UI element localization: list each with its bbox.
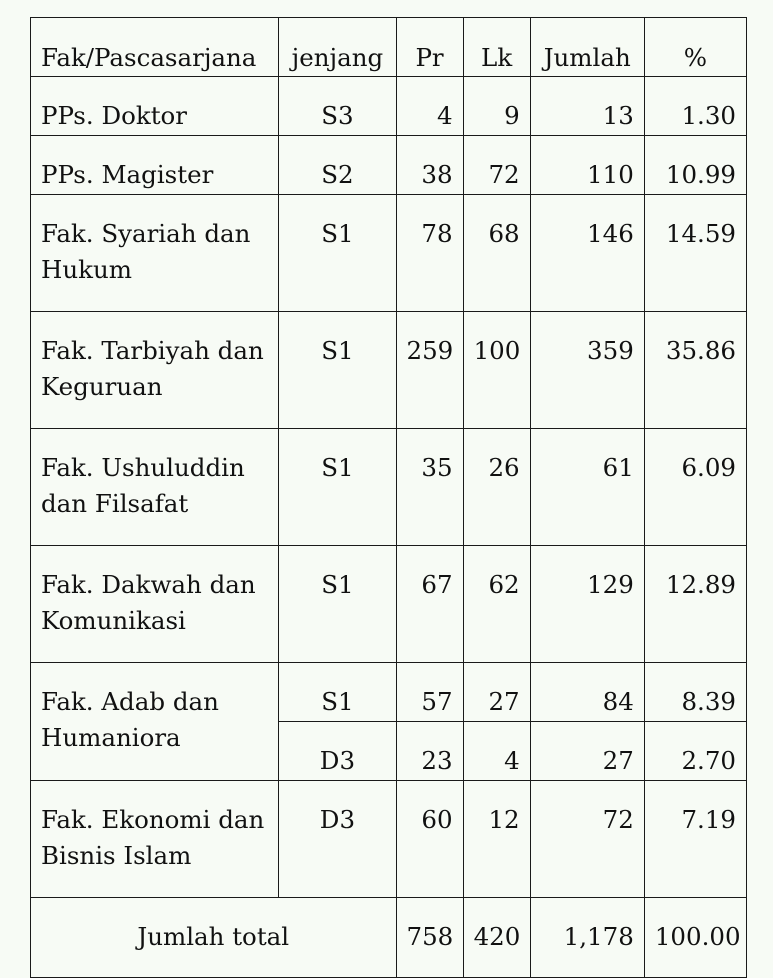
cell-jenjang: S1 xyxy=(279,195,396,312)
cell-jenjang: S1 xyxy=(279,429,396,546)
total-lk: 420 xyxy=(463,898,530,978)
cell-lk: 4 xyxy=(463,722,530,781)
cell-percent: 14.59 xyxy=(644,195,746,312)
cell-jenjang: S1 xyxy=(279,663,396,722)
cell-pr: 38 xyxy=(396,136,463,195)
cell-percent: 7.19 xyxy=(644,781,746,898)
header-lk: Lk xyxy=(463,18,530,77)
cell-pr: 35 xyxy=(396,429,463,546)
cell-jumlah: 129 xyxy=(530,546,644,663)
cell-fak: Fak. Tarbiyah dan Keguruan xyxy=(31,312,279,429)
table-row xyxy=(31,312,747,429)
cell-fak: Fak. Adab dan Humaniora xyxy=(31,663,279,781)
cell-pr: 57 xyxy=(396,663,463,722)
total-pr: 758 xyxy=(396,898,463,978)
cell-jumlah: 359 xyxy=(530,312,644,429)
cell-jumlah: 72 xyxy=(530,781,644,898)
table-row xyxy=(31,781,747,898)
cell-percent: 35.86 xyxy=(644,312,746,429)
cell-percent: 1.30 xyxy=(644,77,746,136)
cell-percent: 8.39 xyxy=(644,663,746,722)
cell-pr: 4 xyxy=(396,77,463,136)
cell-percent: 2.70 xyxy=(644,722,746,781)
header-percent: % xyxy=(644,18,746,77)
cell-pr: 78 xyxy=(396,195,463,312)
cell-lk: 12 xyxy=(463,781,530,898)
cell-lk: 27 xyxy=(463,663,530,722)
cell-jumlah: 13 xyxy=(530,77,644,136)
cell-jumlah: 146 xyxy=(530,195,644,312)
cell-jumlah: 61 xyxy=(530,429,644,546)
header-pr: Pr xyxy=(396,18,463,77)
table-row xyxy=(31,77,747,136)
table-row xyxy=(31,136,747,195)
cell-jumlah: 84 xyxy=(530,663,644,722)
cell-jenjang: D3 xyxy=(279,781,396,898)
cell-lk: 72 xyxy=(463,136,530,195)
cell-fak: Fak. Syariah dan Hukum xyxy=(31,195,279,312)
cell-lk: 62 xyxy=(463,546,530,663)
table-row xyxy=(31,663,747,722)
cell-jumlah: 27 xyxy=(530,722,644,781)
header-fak: Fak/Pascasarjana xyxy=(31,18,279,77)
cell-jumlah: 110 xyxy=(530,136,644,195)
cell-fak: PPs. Magister xyxy=(31,136,279,195)
cell-lk: 68 xyxy=(463,195,530,312)
cell-fak: PPs. Doktor xyxy=(31,77,279,136)
table-row xyxy=(31,429,747,546)
cell-jenjang: D3 xyxy=(279,722,396,781)
cell-fak: Fak. Ekonomi dan Bisnis Islam xyxy=(31,781,279,898)
cell-jenjang: S3 xyxy=(279,77,396,136)
cell-fak: Fak. Dakwah dan Komunikasi xyxy=(31,546,279,663)
cell-lk: 26 xyxy=(463,429,530,546)
header-jumlah: Jumlah xyxy=(530,18,644,77)
cell-pr: 67 xyxy=(396,546,463,663)
cell-lk: 100 xyxy=(463,312,530,429)
cell-pr: 23 xyxy=(396,722,463,781)
header-row xyxy=(31,18,747,77)
table-row xyxy=(31,546,747,663)
total-label: Jumlah total xyxy=(31,898,397,978)
total-jumlah: 1,178 xyxy=(530,898,644,978)
student-table xyxy=(30,17,747,978)
cell-jenjang: S1 xyxy=(279,312,396,429)
cell-percent: 6.09 xyxy=(644,429,746,546)
cell-pr: 259 xyxy=(396,312,463,429)
cell-pr: 60 xyxy=(396,781,463,898)
cell-percent: 10.99 xyxy=(644,136,746,195)
total-percent: 100.00 xyxy=(644,898,746,978)
header-jenjang: jenjang xyxy=(279,18,396,77)
cell-jenjang: S1 xyxy=(279,546,396,663)
table-row xyxy=(31,195,747,312)
total-row xyxy=(31,898,747,978)
cell-lk: 9 xyxy=(463,77,530,136)
cell-fak: Fak. Ushuluddin dan Filsafat xyxy=(31,429,279,546)
cell-percent: 12.89 xyxy=(644,546,746,663)
cell-jenjang: S2 xyxy=(279,136,396,195)
